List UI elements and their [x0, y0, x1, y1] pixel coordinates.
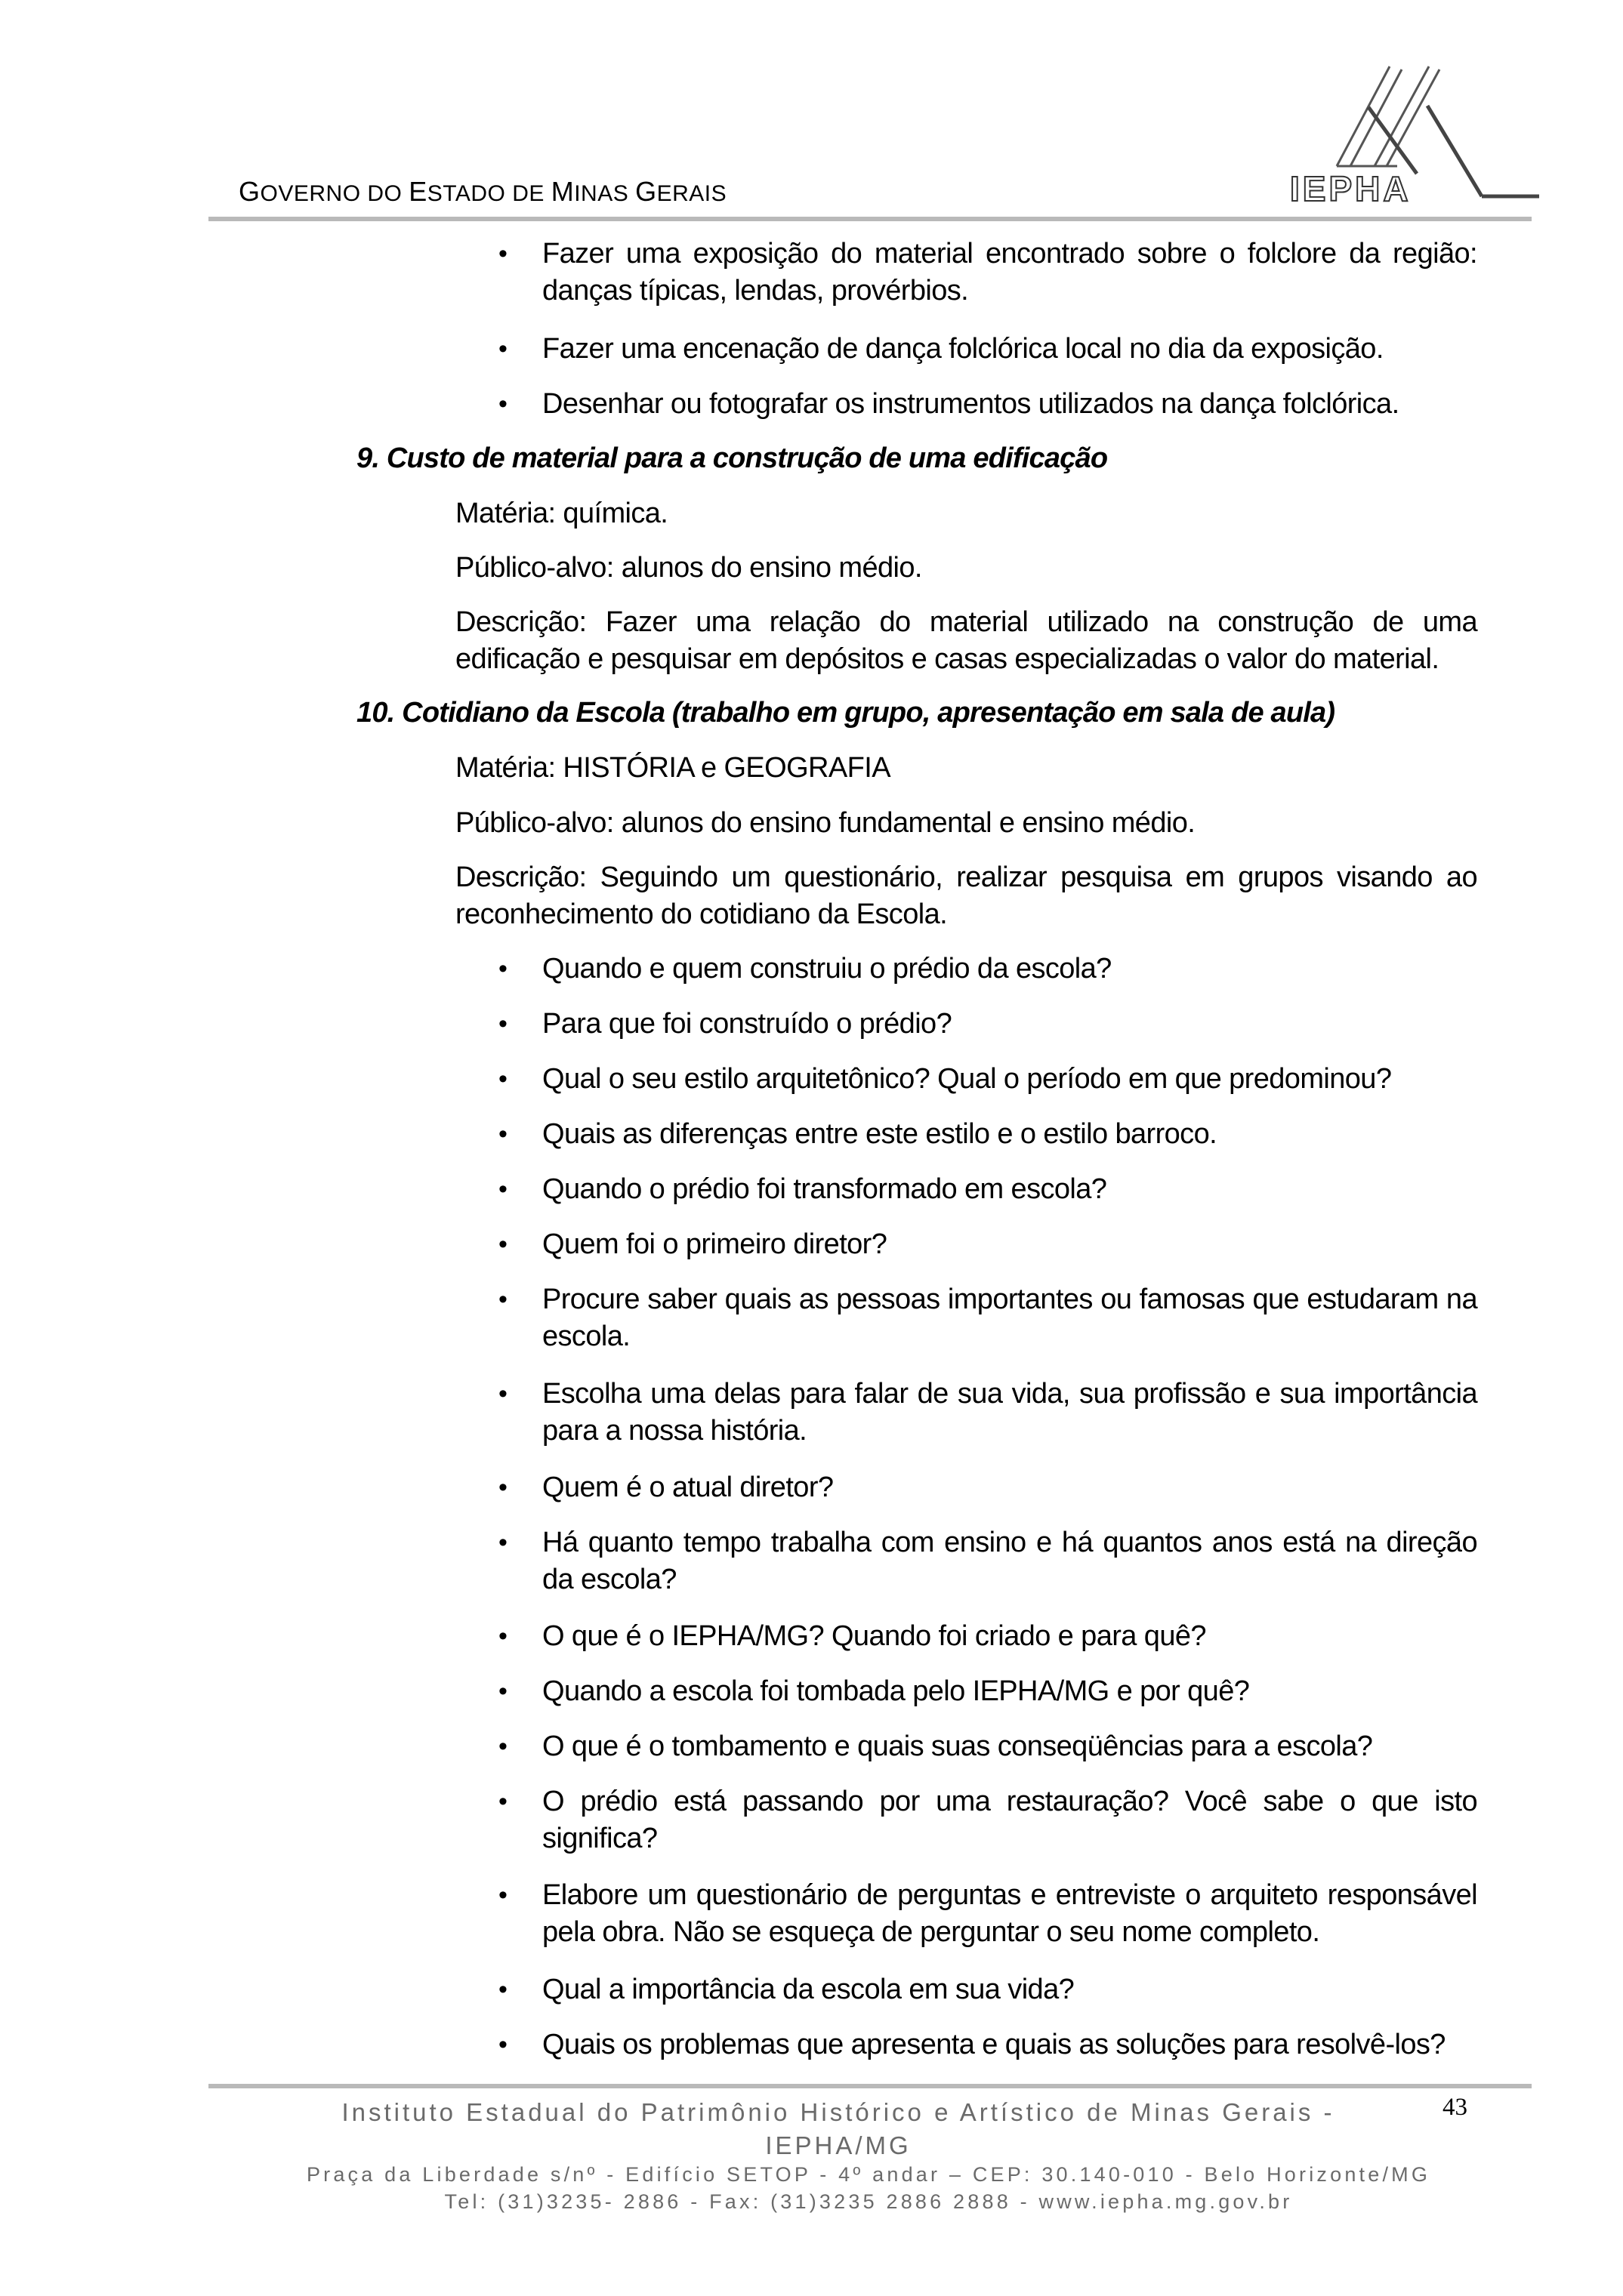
list-item: Fazer uma encenação de dança folclórica local no dia da exposição. [542, 333, 1384, 365]
header-title-initial: G [239, 176, 261, 207]
footer-divider [208, 2084, 1532, 2088]
section-heading: 9. Custo de material para a construção de uma edificação [356, 442, 1108, 474]
logo-lettering: IEPHA [1290, 169, 1412, 208]
section-descricao: Descrição: Fazer uma relação do material utilizado na construção de uma edificação e pesquisar em depósitos e casas especializadas o valor do material. [455, 606, 1477, 675]
header-title-initial: E [409, 176, 427, 207]
bullet-glyph: • [498, 1230, 508, 1259]
bullet-glyph: • [498, 2030, 508, 2059]
bullet-glyph: • [498, 1379, 508, 1408]
list-item: Desenhar ou fotografar os instrumentos utilizados na dança folclórica. [542, 388, 1399, 420]
list-item: Qual a importância da escola em sua vida? [542, 1974, 1075, 2005]
header-title-part: OVERNO DO [260, 181, 409, 206]
list-item: Quem foi o primeiro diretor? [542, 1228, 887, 1260]
bullet-glyph: • [498, 1677, 508, 1706]
list-item: Quais as diferenças entre este estilo e o estilo barroco. [542, 1118, 1217, 1150]
footer-institution-line2: IEPHA/MG [765, 2131, 912, 2159]
header-title-part: ERAIS [656, 181, 727, 206]
bullet-glyph: • [498, 954, 508, 983]
header-title-part: INAS [574, 181, 636, 206]
list-item: Há quanto tempo trabalha com ensino e há quantos anos está na direção da escola? [542, 1527, 1477, 1595]
header-divider [208, 217, 1532, 221]
bullet-glyph: • [498, 390, 508, 418]
header-title-initial: G [635, 176, 657, 207]
list-item: Quando e quem construiu o prédio da escola? [542, 953, 1112, 985]
bullet-glyph: • [498, 1009, 508, 1038]
bullet-glyph: • [498, 239, 508, 268]
bullet-glyph: • [498, 1732, 508, 1761]
list-item: Quais os problemas que apresenta e quais as soluções para resolvê-los? [542, 2029, 1446, 2060]
header-title-initial: M [551, 176, 575, 207]
bullet-glyph: • [498, 1528, 508, 1557]
list-item: Quando a escola foi tombada pelo IEPHA/MG e por quê? [542, 1675, 1250, 1707]
iepha-logo [1284, 60, 1541, 211]
list-item: Procure saber quais as pessoas importantes ou famosas que estudaram na escola. [542, 1284, 1477, 1352]
section-descricao: Descrição: Seguindo um questionário, realizar pesquisa em grupos visando ao reconhecimento do cotidiano da Escola. [455, 861, 1477, 930]
page-number: 43 [1442, 2094, 1467, 2121]
section-heading: 10. Cotidiano da Escola (trabalho em grupo, apresentação em sala de aula) [356, 697, 1335, 729]
list-item: Para que foi construído o prédio? [542, 1008, 952, 1040]
list-item: O que é o tombamento e quais suas conseqüências para a escola? [542, 1730, 1373, 1762]
bullet-glyph: • [498, 1120, 508, 1148]
bullet-glyph: • [498, 1975, 508, 2004]
list-item: O que é o IEPHA/MG? Quando foi criado e para quê? [542, 1620, 1206, 1652]
bullet-glyph: • [498, 1285, 508, 1314]
footer-address: Praça da Liberdade s/nº - Edifício SETOP - 4º andar – CEP: 30.140-010 - Belo Horizonte/MG [306, 2163, 1431, 2186]
bullet-glyph: • [498, 334, 508, 363]
bullet-glyph: • [498, 1175, 508, 1203]
bullet-glyph: • [498, 1065, 508, 1093]
list-item: Quem é o atual diretor? [542, 1472, 834, 1503]
section-publico: Público-alvo: alunos do ensino médio. [455, 552, 922, 584]
list-item: Fazer uma exposição do material encontrado sobre o folclore da região: danças típicas, lendas, provérbios. [542, 238, 1477, 307]
bullet-glyph: • [498, 1881, 508, 1909]
section-materia: Matéria: HISTÓRIA e GEOGRAFIA [455, 752, 890, 784]
section-materia: Matéria: química. [455, 498, 668, 529]
footer-institution-line1: Instituto Estadual do Patrimônio Histórico e Artístico de Minas Gerais - [341, 2098, 1335, 2126]
list-item: O prédio está passando por uma restauração? Você sabe o que isto significa? [542, 1786, 1477, 1854]
list-item: Qual o seu estilo arquitetônico? Qual o período em que predominou? [542, 1063, 1392, 1095]
list-item: Elabore um questionário de perguntas e entreviste o arquiteto responsável pela obra. Não se esqueça de perguntar o seu nome completo. [542, 1879, 1477, 1948]
bullet-glyph: • [498, 1787, 508, 1816]
footer-institution [295, 2096, 1382, 2162]
list-item: Escolha uma delas para falar de sua vida, sua profissão e sua importância para a nossa história. [542, 1378, 1477, 1447]
list-item: Quando o prédio foi transformado em escola? [542, 1173, 1107, 1205]
header-title-part: STADO DE [427, 181, 551, 206]
section-publico: Público-alvo: alunos do ensino fundamental e ensino médio. [455, 807, 1196, 839]
document-header-title [239, 176, 727, 208]
footer-contact: Tel: (31)3235- 2886 - Fax: (31)3235 2886 2888 - www.iepha.mg.gov.br [444, 2190, 1293, 2213]
bullet-glyph: • [498, 1473, 508, 1502]
bullet-glyph: • [498, 1622, 508, 1650]
